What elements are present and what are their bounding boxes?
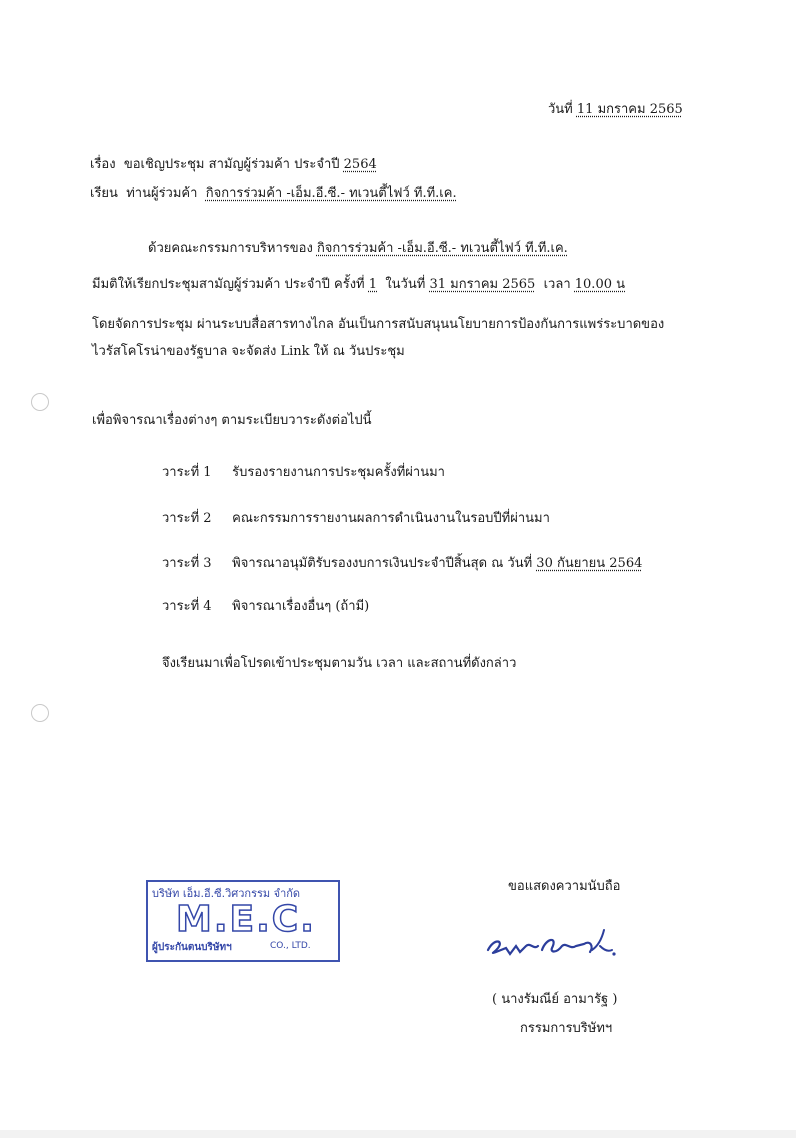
agenda-text: พิจารณาเรื่องอื่นๆ (ถ้ามี) (232, 599, 370, 614)
agenda-item (162, 464, 445, 482)
para1-text-c: เวลา (543, 277, 571, 292)
agenda-date: 30 กันยายน 2564 (536, 556, 643, 571)
meeting-date: 31 มกราคม 2565 (429, 277, 536, 292)
para1-company: กิจการร่วมค้า -เอ็ม.อี.ซี.- ทเวนตี้ไฟว์ ที.ที.เค. (316, 241, 568, 256)
stamp-bottom-text-2: CO., LTD. (270, 941, 311, 951)
para1-line3: โดยจัดการประชุม ผ่านระบบสื่อสารทางไกล อันเป็นการสนับสนุนนโยบายการป้องกันการแพร่ระบาดของ (92, 317, 665, 332)
subject-text: ขอเชิญประชุม สามัญผู้ร่วมค้า ประจำปี (123, 157, 340, 172)
agenda-item (162, 510, 550, 528)
agenda-intro: เพื่อพิจารณาเรื่องต่างๆ ตามระเบียบวาระดังต่อไปนี้ (92, 413, 372, 428)
para1-intro: ด้วยคณะกรรมการบริหารของ (148, 241, 313, 256)
subject-line (90, 156, 377, 174)
closing-text: จึงเรียนมาเพื่อโปรดเข้าประชุมตามวัน เวลา และสถานที่ดังกล่าว (162, 656, 517, 671)
company-stamp (146, 880, 340, 962)
to-text: ท่านผู้ร่วมค้า (126, 186, 198, 201)
stamp-top-text: บริษัท เอ็ม.อี.ซี.วิศวกรรม จำกัด (152, 887, 301, 900)
signer-name: ( นางรัมณีย์ อามารัฐ ) (492, 992, 618, 1007)
stamp-bottom-text: ผู้ประกันตนบริษัทฯ (152, 942, 232, 953)
meeting-number: 1 (368, 277, 378, 292)
agenda-number: วาระที่ 1 (162, 465, 212, 480)
agenda-item (162, 555, 642, 573)
punch-hole (31, 393, 49, 411)
signer-position: กรรมการบริษัทฯ (520, 1021, 613, 1036)
date-line (548, 101, 683, 119)
para1-line2 (92, 276, 625, 294)
regards-text: ขอแสดงความนับถือ (508, 879, 621, 894)
date-label: วันที่ (548, 102, 573, 117)
subject-year: 2564 (343, 157, 377, 172)
para1-line1 (148, 240, 568, 258)
agenda-number: วาระที่ 2 (162, 511, 212, 526)
to-company: กิจการร่วมค้า -เอ็ม.อี.ซี.- ทเวนตี้ไฟว์ ที.ที.เค. (205, 186, 457, 201)
agenda-text: คณะกรรมการรายงานผลการดำเนินงานในรอบปีที่ผ่านมา (232, 511, 550, 526)
date-value: 11 มกราคม 2565 (576, 102, 683, 117)
agenda-number: วาระที่ 4 (162, 599, 212, 614)
meeting-time: 10.00 น (574, 277, 626, 292)
para1-line4: ไวรัสโคโรน่าของรัฐบาล จะจัดส่ง Link ให้ ณ วันประชุม (92, 344, 405, 359)
page-bottom-edge (0, 1130, 796, 1138)
para1-text-b: ในวันที่ (385, 277, 426, 292)
punch-hole (31, 704, 49, 722)
subject-label: เรื่อง (90, 157, 116, 172)
agenda-item (162, 598, 369, 616)
to-line (90, 185, 457, 203)
agenda-number: วาระที่ 3 (162, 556, 212, 571)
signature-image (480, 920, 630, 970)
stamp-logo: M.E.C. (176, 899, 316, 940)
agenda-text: รับรองรายงานการประชุมครั้งที่ผ่านมา (232, 465, 445, 480)
agenda-text: พิจารณาอนุมัติรับรองงบการเงินประจำปีสิ้นสุด ณ วันที่ (232, 556, 533, 571)
para1-text-a: มีมติให้เรียกประชุมสามัญผู้ร่วมค้า ประจำปี ครั้งที่ (92, 277, 365, 292)
to-label: เรียน (90, 186, 118, 201)
